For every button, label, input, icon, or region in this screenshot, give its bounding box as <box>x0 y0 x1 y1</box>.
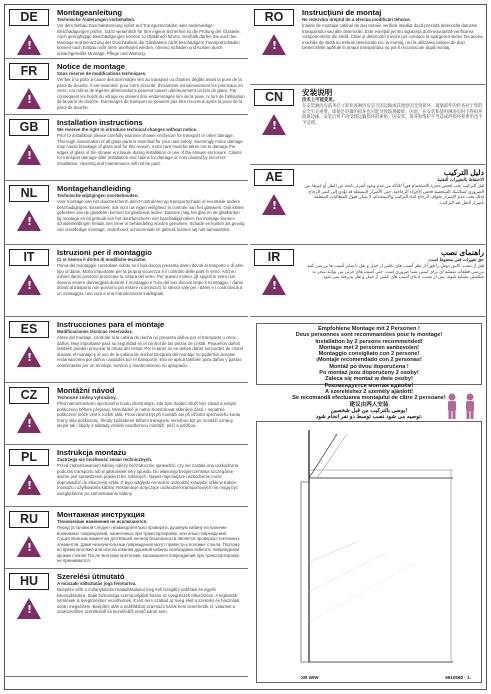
warning-icon <box>17 210 41 231</box>
right-column <box>250 5 487 680</box>
section-title: Монтажная инструкция <box>57 510 145 519</box>
advice-line: Se recomandă efectuarea montajului de către 2 persoane! <box>292 395 446 402</box>
warning-icon <box>262 274 286 295</box>
document-number: 6910560 - 1. <box>445 675 471 680</box>
warning-icon <box>17 536 41 557</box>
advice-line: Zaleca się montaż w dwie osoby! <box>325 376 413 383</box>
section-body: قبل التركيب يجب فحص حجرة الاستحمام فوراً للتأكد من عدم وجود أضرار ناتجة عن النقل أو غيرها. من الضروري لسلامتك الشخصية فحص الأجزاء الزجاجية. حتى الأضرار البسيطة قد تؤدي إلى كسر الزجاج. لذلك يجب عدم الإضرار بحواف الزجاج أثناء التركيب والاستخدام. لا يمكن قبول المطالبات المتعلقة بأضرار النقل بعد التركيب. <box>304 183 484 205</box>
language-code: CN <box>254 89 294 106</box>
section-body: 在安装淋浴房前务必立即检查淋浴房是否因运输或其他原因受到损坏。玻璃部件的检查对于您的安全至关重要。即使是轻微的损坏也可能导致玻璃破碎。因此，在安装和使用淋浴房时不得损坏玻璃边缘。安装后将不再受理运输损坏的索赔，因安装、保养和维护不当造成的损坏和费用也不予受理。 <box>302 103 483 125</box>
section-title: Notice de montage <box>57 62 125 71</box>
advice-line: يوصى بالتركيب من قبل شخصين! <box>330 407 408 414</box>
section-subtitle: Technische Änderungen vorbehalten. <box>57 17 136 22</box>
language-code: AE <box>254 169 294 186</box>
language-code: HU <box>9 573 49 590</box>
language-code: GB <box>9 119 49 136</box>
section-body: Перед установкой следует незамедлительно проверить душевую кабину на наличие возможных повреждений, нанесенных при транспортировке, или иных повреждений. Существенным моментом для Вашей личной безопасности является проверка стеклянных элементов. Даже незначительные повреждения могут привести к поломке стекла. Поэтому во время монтажа или использования душевой кабины необходимо избегать повреждения кромки стекла! После монтажа претензии, касающиеся повреждений при транспортировке, не принимаются. <box>57 525 241 564</box>
advice-line: Installation by 2 persons recommended! <box>315 338 423 345</box>
left-section-de <box>5 5 248 59</box>
section-body: قبل از نصب، کابین دوش را فوراً از نظر آسیب های ناشی از حمل و نقل یا سایر آسیب ها بررسی کنید. بررسی قطعات شیشه ای برای ایمنی شما ضروری است. حتی آسیب های جزئی می توانند منجر به شکستن شیشه شوند. پس از نصب، ادعای آسیب های ناشی از حمل و نقل پذیرفته نمی شود. <box>305 263 484 280</box>
left-section-nl <box>5 181 248 245</box>
section-title: Instrucţiuni de montaj <box>302 8 382 17</box>
two-person-advice-box <box>256 323 482 421</box>
right-section-ae <box>250 165 487 245</box>
section-subtitle: We reserve the right to introduce technical changes without notice. <box>57 127 198 132</box>
advice-line: Deux personnes sont recommandées pour le montage! <box>295 332 443 339</box>
left-section-pl <box>5 445 248 507</box>
right-section-cn <box>250 85 487 165</box>
left-section-hu <box>5 569 248 677</box>
section-subtitle: Sous réserve de modifications techniques. <box>57 71 147 76</box>
section-body: Prima del montaggio controllare subito se il box doccia presenta danni dovuti al trasporto o di altro tipo di danni. Molto importante per la propria sicurezza è il controllo delle parti in vetro. Anche i minimi danni possono provocare la rottura del vetro. Per questo motivo, gli spigoli in vetro non devono essere danneggiati durante il montaggio e l'uso del box doccia! Dopo il montaggio, i danni dovuti al trasporto non possono più essere riconosciuti, lo stesso vale per i danni e i costi dovuti a un montaggio, una cura e una manutenzione inadeguati. <box>57 263 244 296</box>
shower-screen-drawing <box>256 421 482 683</box>
section-body: Vérifier à la paroi à cause des dommages liés au transport ou d'autres dégâts avant la pose de la paroi de douche. Il est essentiel, pour votre sécurité, d'examiner minutieusement les panneaux en verre, car même de légères détériorations peuvent causer ultérieurement un bris de glace. Par conséquent les bords du vitrage ne doivent être endommagés lors de la pose, ni lors de l'utilisation de la paroi de douche. Dommages de transport ne peuvent pas être reconnus après la pose de la paroi de douche. <box>57 77 245 110</box>
warning-icon <box>17 88 41 109</box>
section-body: Antes del montaje, controlar si la cabina de ducha no presenta daños por el transporte u otros daños. Muy importante para su seguridad es el control de las piezas de cristal. Pequeños daños también pueden provocar la rotura del cristal. Por lo tanto no se deben dañar los bordes de cristal durante el montaje y el uso de la cabina de ducha! Después del montaje no podemos aceptar reclamaciones por daños causados por el transporte. Eso se aplica también para daños y gastos ocasionados por un montaje, servicio y mantenimiento no apropiado. <box>57 335 243 368</box>
section-subtitle: Technické změny vyhrazeny. <box>57 395 117 400</box>
section-title: Installation instructions <box>57 118 143 127</box>
section-subtitle: Ci si riserva il diritto di modifiche tecniche. <box>57 257 147 262</box>
language-code: CZ <box>9 387 49 404</box>
section-body: Înainte de montajul cabinei de duş trebuie verificat imediat dacă prezintă deteriorări datorate transportului sau alte deteriorări. Este esenţial pentru siguranţa dumneavoastră verificarea componentelor din sticlă. Chiar şi deteriorări minore pot conduce la spargerea sticlei. De aceea, muchiile de sticlă nu trebuie deteriorate nici la montaj, nici la utilizarea cabinei de duş! Deteriorările apărute în timpul transportului nu pot fi recunoscute după montaj. <box>302 23 484 51</box>
language-code: PL <box>9 449 49 466</box>
language-code: NL <box>9 185 49 202</box>
section-title: راهنمای نصب <box>441 248 484 257</box>
advice-line: Po montaż jsou doporučeny 2 osoby! <box>319 370 419 377</box>
section-body: Prior to installation please carefully examine shower enclosure for transport or other damage. Thorough examination of all glass parts is essential for your own safety. Seemingly minor damage may cause breakage of glass and for this reason, extra care must be taken not to damage the edges of glass of the shower enclosure during installation or use of the shower enclosure. Claims for transport damage after installation and claims for damage or cost caused by incorrect installation, cleaning and maintenance will not be paid. <box>57 133 243 166</box>
section-title: Szerelési útmutató <box>57 572 125 581</box>
warning-icon <box>17 412 41 433</box>
warning-icon <box>17 144 41 165</box>
section-body: Beépítés előtt a zuhanykabinet haladéktalanul meg kell vizsgálni szállítási és egyéb károsodásokra. Saját biztonsága szempontjából fontos az üvegrészek ellenőrzése. A legkisebb sérülések is üvegtöréshez vezethetnek. Ezért nem szabad az üveg éleit a szerelés és használat során megsérteni. Beépítés után a szállításból származó károk nem ismerhetők el, valamint a szakszerűtlen szerelésből és kezelésből eredő károk sem. <box>57 587 240 615</box>
warning-icon <box>17 274 41 295</box>
language-code: RO <box>254 9 294 26</box>
left-section-it <box>5 245 248 317</box>
left-section-es <box>5 317 248 383</box>
advice-line: 建议由两人安装 <box>349 401 389 408</box>
language-code: DE <box>9 9 49 26</box>
section-subtitle: 技术上可能变更。 <box>302 97 338 102</box>
warning-icon <box>17 598 41 619</box>
left-section-cz <box>5 383 248 445</box>
section-subtitle: Modificaciones técnicas reservadas. <box>57 329 134 334</box>
section-body: Před namontováním sprchového koutu zkontrolujte, zda bylo dodaní zboží bez závad a nebylo poškozeno během přepravy. Mimořádně je nutné zkontrolovat skleněné části. I nepatrné poškození může vést k rozbití skla. Proto nesmí být při montáži ani při užívání sprchového koutu hrany skla poškozeny. Škody způsobené během transportu nemohou být po montáži uznány, stejně tak i škody a náklady vzniklé neodbornou montáží, péčí a údržbou. <box>57 401 241 429</box>
section-body: Przed zamontowaniem kabiny należy bezzwłocznie sprawdzić, czy nie została ona uszkodzona podczas transportu lub w jakikolwiek inny sposób. Do własnego bezpieczeństwa szczególnie ważne jest sprawdzenie powierzchni szklanych. Nawet najmniejsze uszkodzenie może doprowadzić do stłuczenia szkła. Z tego względu nie wolno uszkodzić krawędzi szkła w trakcie montażu i użytkowania kabiny. Reklamacje dotyczące uszkodzeń transportowych nie mogą być uwzględnione po zamontowaniu kabiny. <box>57 463 239 496</box>
section-subtitle: Zastrzega się możliwość zmian technicznych. <box>57 457 153 462</box>
section-subtitle: Технические изменения не исключаются. <box>57 519 148 524</box>
section-title: Montageanleitung <box>57 8 122 17</box>
section-body: Vor dem Einbau Duschabtrennung sofort auf Transportschäden oder anderweitige Beschädigungen prüfen. Ganz wesentlich für Ihre eigene Sicherheit ist die Prüfung der Glasteile. Auch geringfügige Beschädigungen können zu Glasbruch führen. Deshalb dürfen Sie auch bei Montage und Benutzung der Duschkabine die Glaskanten nicht beschädigen! Transportschäden können nach Einbau nicht mehr anerkannt werden, ebenso Schäden und Kosten durch unsachgemäße Montage, Pflege und Wartung. <box>57 23 241 56</box>
left-column <box>5 5 248 677</box>
section-title: Instrucciones para el montaje <box>57 320 165 329</box>
two-persons-icon <box>441 393 481 424</box>
instruction-sheet <box>4 4 487 690</box>
section-subtitle: الاحتفاظ بالتغييرات التقنية <box>437 177 484 182</box>
language-code: RU <box>9 511 49 528</box>
section-title: 安装说明 <box>302 88 333 97</box>
right-section-ir <box>250 245 487 317</box>
warning-icon <box>17 34 41 55</box>
section-title: Montážní návod <box>57 386 115 395</box>
section-subtitle: Ne rezervăm dreptul de a efectua modificări tehnice. <box>302 17 411 22</box>
advice-line: Montáž po dvou doporučena ! <box>329 363 409 370</box>
advice-line: Montage met 2 personen aanbevolen! <box>318 344 420 351</box>
model-code: XB WIW <box>301 675 319 680</box>
section-body: Voor montage van het douchescherm direct controleren op transportschade of eventuele andere beschadigingen. Essentieel, ook voor uw eigen veiligheid, is controle van het glaswerk. Ook kleine gebreken van de glasdelen kunnen tot glasbreuk leiden. Daarom mag het glas en de glaskanten bij montage en bij gebruik van het douchescherm niet beschadigd raken. Na montage kunnen schademeldingen helaas niet meer in behandeling worden genomen. Schade en kosten als gevolg van onvolledige montage, onderhoud, schoonmaak en gebruik kunnen wij niet aanvaarden. <box>57 199 245 232</box>
warning-icon <box>262 194 286 215</box>
warning-icon <box>262 34 286 55</box>
section-subtitle: Technische wijzigingen voorbehouden. <box>57 193 139 198</box>
language-code: FR <box>9 63 49 80</box>
left-section-gb <box>5 115 248 181</box>
language-code: IT <box>9 249 49 266</box>
section-title: دليل التركيب <box>443 168 484 177</box>
warning-icon <box>262 114 286 135</box>
right-section-ro <box>250 5 487 85</box>
left-section-ru <box>5 507 248 569</box>
advice-line: Montaggio consigliato con 2 persone! <box>318 351 420 358</box>
section-subtitle: حق تغییرات فنی محفوظ است. <box>427 257 484 262</box>
advice-line: توصیه می شود نصب توسط دو نفر انجام شود. <box>315 414 423 421</box>
advice-line: A szereléshez 2 személy ajánlott! <box>324 388 414 395</box>
section-subtitle: A műszaki változtatás joga fenntartva. <box>57 581 137 586</box>
section-title: Montagehandleiding <box>57 184 131 193</box>
language-code: IR <box>254 249 294 266</box>
left-section-fr <box>5 59 248 115</box>
warning-icon <box>17 474 41 495</box>
section-title: Instrukcja montażu <box>57 448 127 457</box>
advice-line: Рекомендуется монтаж вдвоём! <box>324 382 414 389</box>
language-code: ES <box>9 321 49 338</box>
section-title: Istruzioni per il montaggio <box>57 248 152 257</box>
advice-line: ¡Montaje recomendado con 2 personas! <box>316 357 422 364</box>
warning-icon <box>17 346 41 367</box>
advice-line: Empfohlene Montage mit 2 Personen ! <box>318 326 420 332</box>
